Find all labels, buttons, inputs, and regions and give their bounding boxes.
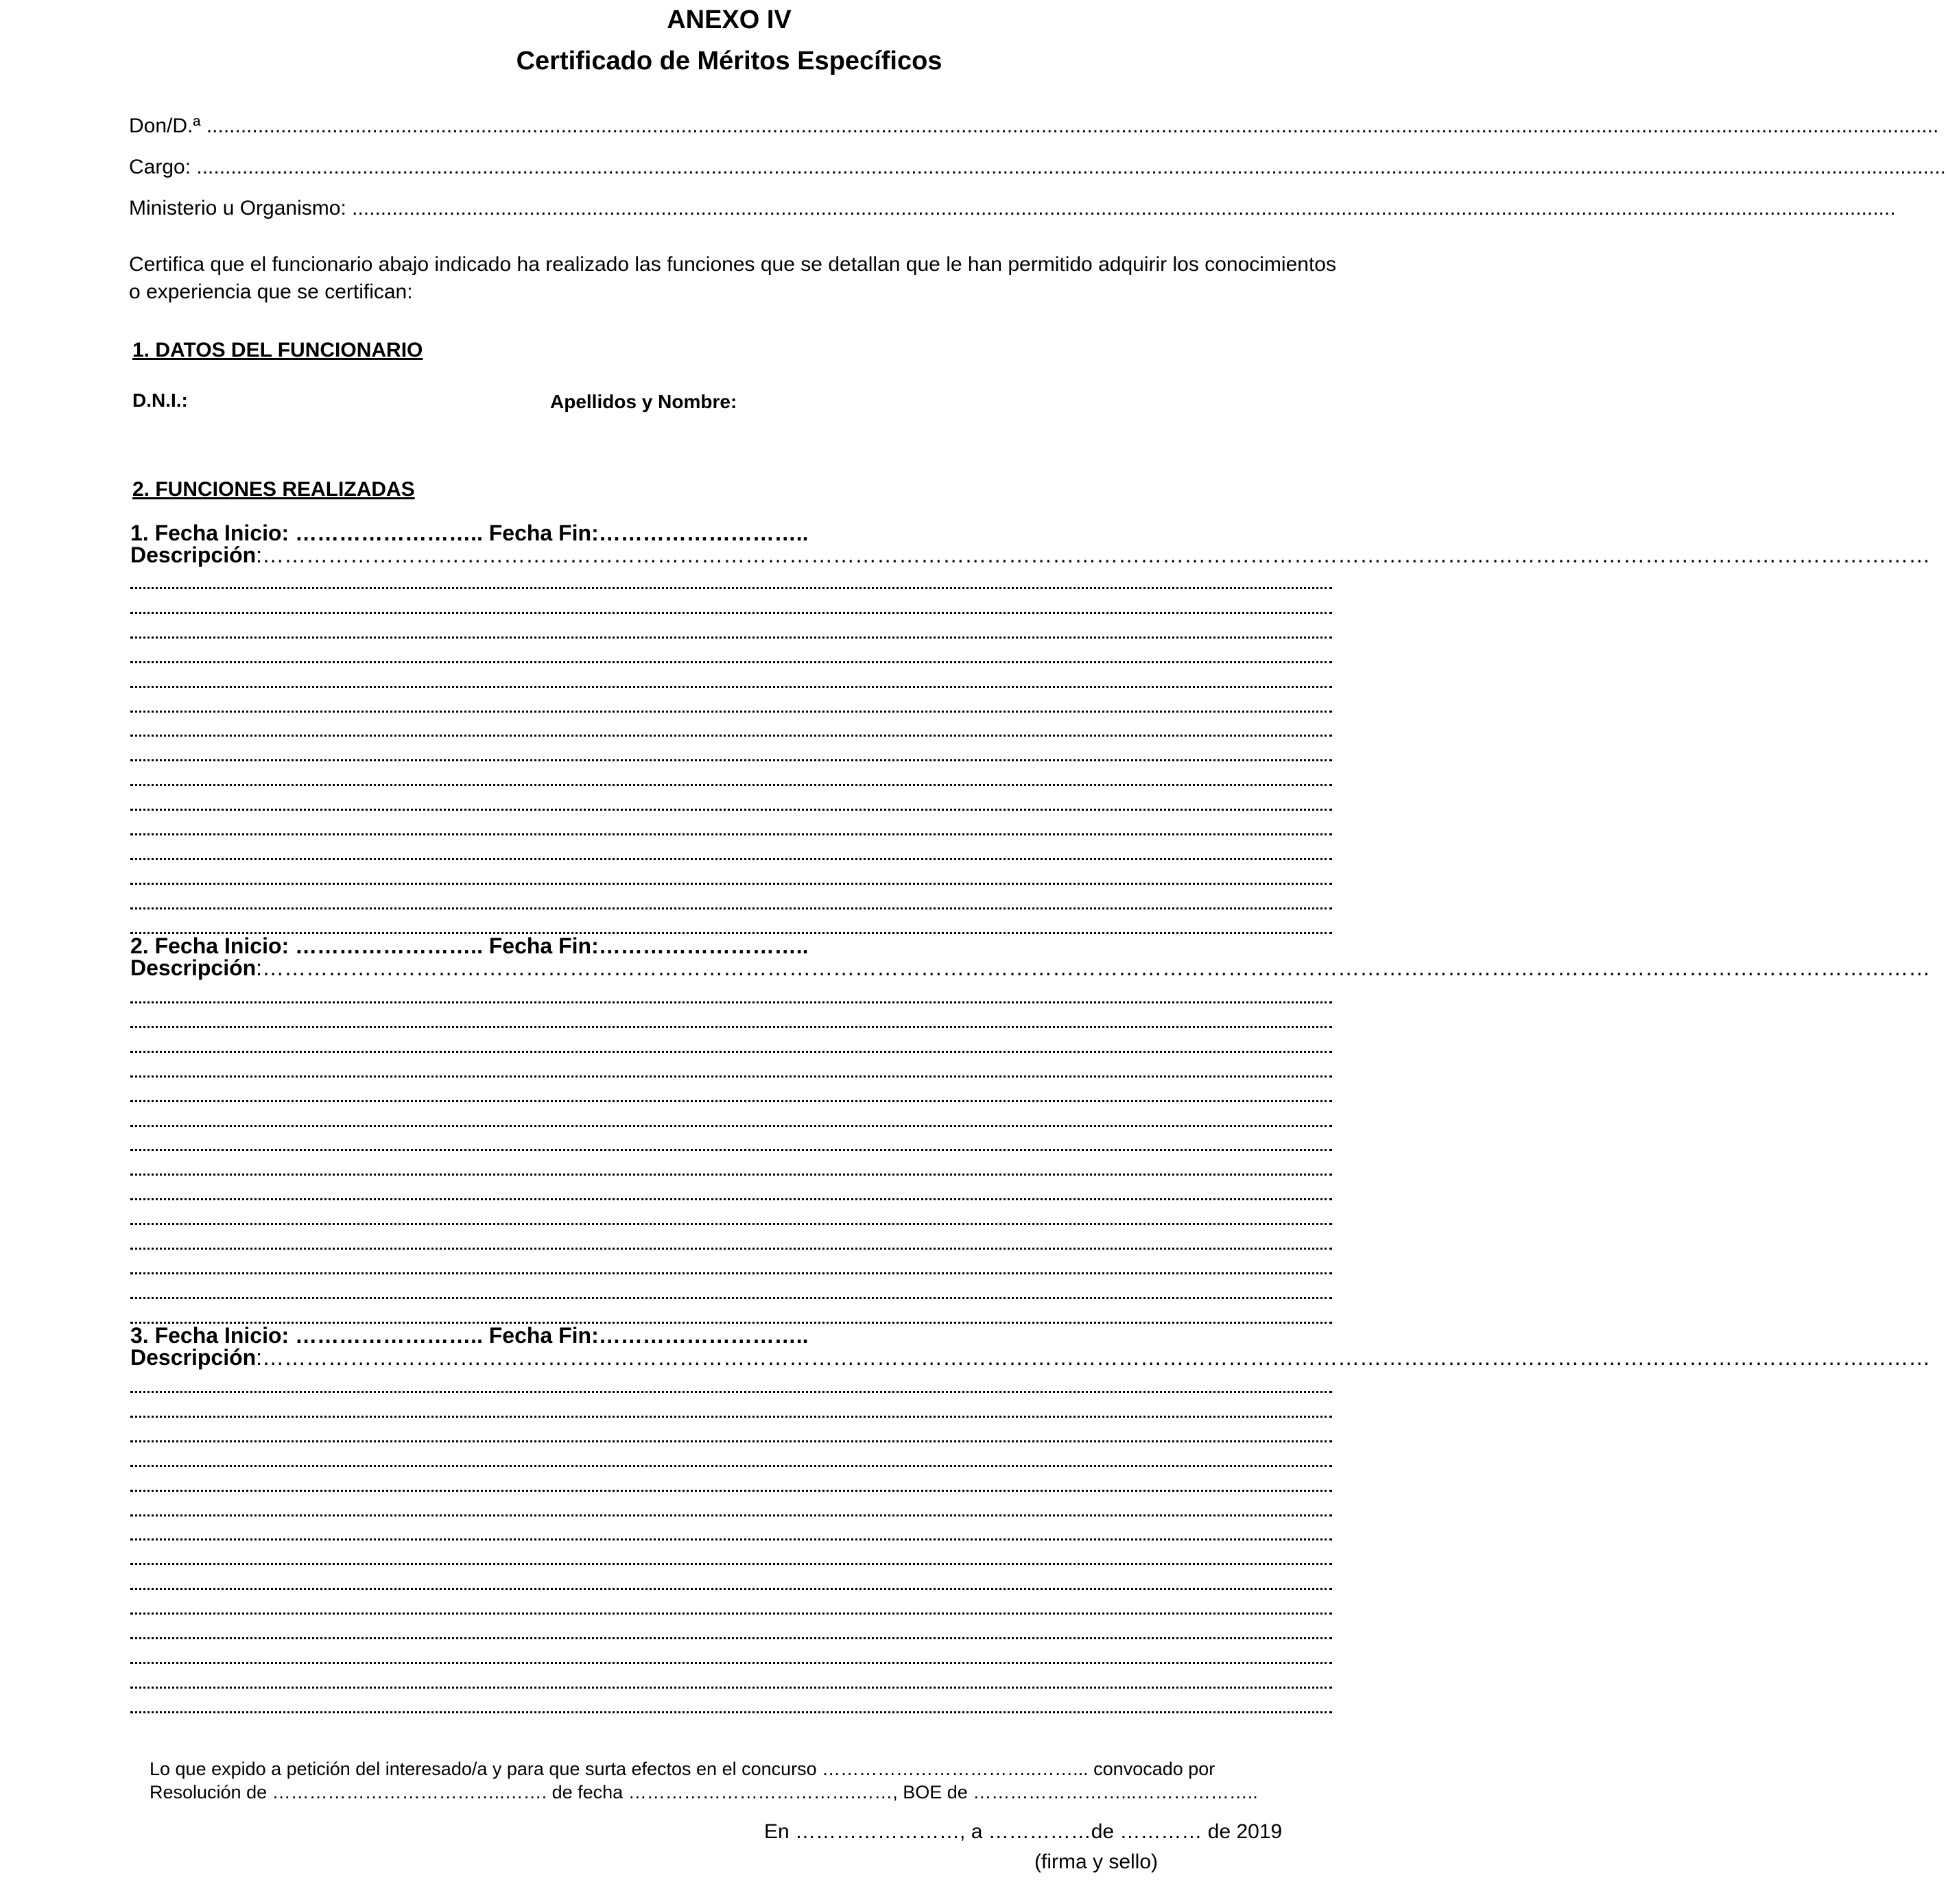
intro-paragraph: Certifica que el funcionario abajo indicado ha realizado las funciones que se detallan que le han permitido adquirir los conocimientos o experiencia que se certifican: <box>129 253 1336 303</box>
entry-2-dates[interactable]: 2. Fecha Inicio: …………………….. Fecha Fin:……………………….. <box>130 933 809 958</box>
field-don-dots: ............................................................................................................................................................................................................................................................................................................... <box>200 115 1939 137</box>
signature-caption: (firma y sello) <box>1034 1851 1159 1873</box>
field-ministerio-label: Ministerio u Organismo: <box>129 197 346 219</box>
entry-1-dates[interactable]: 1. Fecha Inicio: …………………….. Fecha Fin:……………………….. <box>130 521 809 545</box>
dotted-line[interactable] <box>130 833 1332 837</box>
dotted-line[interactable] <box>130 661 1332 665</box>
dotted-line[interactable] <box>130 1687 1332 1690</box>
entry-2-description-dots: :………………………………………………………………………………………………………………………………………………………………………………………………………… <box>256 955 1931 980</box>
dotted-line[interactable] <box>130 1711 1332 1715</box>
dotted-line[interactable] <box>130 735 1332 738</box>
dotted-line[interactable] <box>130 907 1332 911</box>
dotted-line[interactable] <box>130 1174 1332 1177</box>
dotted-line[interactable] <box>130 1563 1332 1567</box>
dotted-line[interactable] <box>130 809 1332 812</box>
dotted-line[interactable] <box>130 1297 1332 1300</box>
dotted-line[interactable] <box>130 636 1332 640</box>
dotted-line[interactable] <box>130 1149 1332 1152</box>
section1-heading: 1. DATOS DEL FUNCIONARIO <box>132 339 423 361</box>
dotted-line[interactable] <box>130 1026 1332 1030</box>
field-cargo[interactable] <box>129 154 1946 181</box>
dotted-line[interactable] <box>130 587 1332 591</box>
dotted-line[interactable] <box>130 883 1332 886</box>
field-ministerio-dots: .............................................................................................................................................................................................................................................................................. <box>346 197 1896 219</box>
field-don-label: Don/D.ª <box>129 115 201 137</box>
footer-line-2: Resolución de ………………………………..……. de fecha ……………………………….……, BOE de ……………………...……………….. <box>150 1782 1258 1802</box>
dotted-line[interactable] <box>130 1198 1332 1202</box>
field-ministerio[interactable] <box>129 195 1896 222</box>
annex-title: ANEXO IV <box>667 5 792 34</box>
name-label: Apellidos y Nombre: <box>550 391 737 412</box>
entry-3-dates[interactable]: 3. Fecha Inicio: …………………….. Fecha Fin:……………………….. <box>130 1323 809 1348</box>
dotted-line[interactable] <box>130 1272 1332 1276</box>
dotted-line[interactable] <box>130 1637 1332 1641</box>
dotted-line[interactable] <box>130 1223 1332 1226</box>
dotted-line[interactable] <box>130 1248 1332 1251</box>
dotted-line[interactable] <box>130 1440 1332 1444</box>
place-date-line[interactable]: En ……………………, a ……………de ………… de 2019 <box>764 1820 1283 1843</box>
dotted-line[interactable] <box>130 759 1332 763</box>
dotted-line[interactable] <box>130 686 1332 689</box>
field-cargo-label: Cargo: <box>129 156 191 178</box>
dotted-line[interactable] <box>130 1125 1332 1128</box>
dotted-line[interactable] <box>130 1538 1332 1542</box>
entry-1-description-label: Descripción <box>130 543 257 567</box>
dotted-line[interactable] <box>130 1588 1332 1591</box>
dotted-line[interactable] <box>130 1613 1332 1616</box>
dotted-line[interactable] <box>130 1416 1332 1419</box>
dotted-line[interactable] <box>130 784 1332 787</box>
dotted-line[interactable] <box>130 1391 1332 1394</box>
entry-1-description[interactable] <box>130 543 1931 567</box>
dotted-line[interactable] <box>130 1075 1332 1079</box>
dotted-line[interactable] <box>130 1514 1332 1518</box>
dotted-line[interactable] <box>130 1100 1332 1104</box>
dotted-line[interactable] <box>130 1662 1332 1665</box>
entry-3-description[interactable] <box>130 1345 1931 1370</box>
entry-1-description-dots: :………………………………………………………………………………………………………………………………………………………………………………………………………… <box>256 543 1931 567</box>
dotted-line[interactable] <box>130 858 1332 861</box>
entry-3-description-label: Descripción <box>130 1345 257 1370</box>
dotted-line[interactable] <box>130 1051 1332 1054</box>
dotted-line[interactable] <box>130 612 1332 615</box>
section2-heading: 2. FUNCIONES REALIZADAS <box>132 478 415 501</box>
entry-3-description-dots: :………………………………………………………………………………………………………………………………………………………………………………………………………… <box>256 1345 1931 1370</box>
entry-2-description-label: Descripción <box>130 955 257 980</box>
dotted-line[interactable] <box>130 1001 1332 1005</box>
field-don[interactable] <box>129 112 1939 140</box>
entry-2-description[interactable] <box>130 955 1931 980</box>
dotted-line[interactable] <box>130 1490 1332 1493</box>
footer-line-1: Lo que expido a petición del interesado/a y para que surta efectos en el concurso ……………………………..……... convocado por <box>150 1759 1215 1779</box>
field-cargo-dots: .................................................................................................................................................................................................................................................................................................................. <box>191 156 1946 178</box>
dotted-line[interactable] <box>130 1465 1332 1468</box>
document-title: Certificado de Méritos Específicos <box>516 47 942 75</box>
dni-label: D.N.I.: <box>132 390 188 411</box>
dotted-line[interactable] <box>130 711 1332 714</box>
